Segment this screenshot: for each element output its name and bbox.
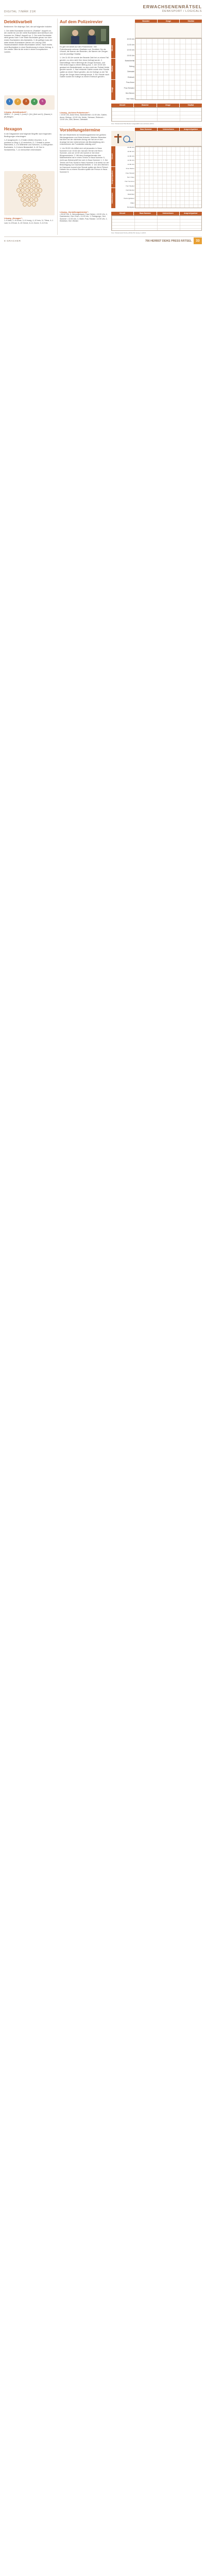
hexagon-solution (4, 217, 55, 224)
row-label: Herr Heinz (126, 97, 134, 100)
hex-cell[interactable] (29, 188, 33, 193)
hexagon-body: 1–9 ausgesucht, 2–3 Sollen (Kette) Zeuchen, 3–11 positiven in Ring 4–12 senkrecht, 5–7 Gestalt in seiner Mannsfeld, 2–1 in Millimeter und Schönen, 4–6 Bürgerlich Buchstabe, 5–9 einem Bestandteil, 6–10 See in Nordamerika, 7–11 menschlich erkennbaren (4, 139, 53, 151)
hex-cell[interactable] (21, 179, 25, 183)
row-label: Herr Berner (125, 92, 134, 95)
grid-header-straftat: Straftat (180, 20, 202, 23)
row-label: Herr Weider (126, 184, 134, 187)
vorstellung-title: Vorstellungstermine (60, 128, 100, 132)
hex-cell[interactable] (16, 188, 21, 193)
column-divider (57, 19, 58, 235)
row-label: Maler (130, 201, 134, 204)
hex-cell[interactable] (29, 179, 33, 183)
row-label: Herr Chen (127, 176, 134, 178)
hex-cell[interactable] (27, 202, 31, 207)
hex-row-7 (4, 202, 55, 207)
vorstellung-section (60, 128, 109, 223)
side-label-straftat: Straftat (111, 59, 115, 79)
hex-row-6 (4, 197, 55, 202)
row-label: Elektriker (128, 193, 134, 196)
hex-row-2 (4, 179, 55, 183)
row-label: Dachdecker (126, 189, 134, 191)
row-label: 09:00 Uhr (127, 146, 134, 148)
hexagon-intro: In die Diagramme sind folgende Begriffe nach folgenden Bedingungen einzutragen: (4, 133, 52, 138)
detektivarbeit-solution-title: Lösung „Detektivarbeit“: (4, 111, 27, 113)
vorstellung-grid (111, 128, 202, 210)
polizeirevier-result-table[interactable] (111, 107, 202, 122)
row-label: 11:00 Uhr (127, 43, 134, 46)
hex-cell[interactable] (19, 193, 23, 197)
result-header-unternehmen: Unternehmen (157, 212, 179, 215)
ball-5: 5 (39, 98, 46, 105)
footer-rule (4, 236, 202, 237)
hex-cell[interactable] (32, 202, 36, 207)
vorstellung-result-table[interactable] (111, 215, 202, 231)
hex-cell[interactable] (27, 183, 31, 188)
hexagon-solution-title: Lösung „Hexagon“: (4, 217, 23, 219)
hex-row-5 (4, 193, 55, 197)
ball-3: 3 (23, 98, 29, 105)
hex-cell[interactable] (19, 183, 23, 188)
result-header-straftat: Straftat (180, 104, 202, 107)
row-labels (116, 146, 134, 208)
polizeirevier-section (60, 20, 109, 121)
hex-cell[interactable] (34, 179, 38, 183)
hex-cell[interactable] (34, 197, 38, 202)
header-left: DIGITAL 7/MÄR 21R (4, 10, 36, 13)
detektivarbeit-body: 1. Der dritte Buchstabe kommt im „Rosilder“ doppelt vor, der zweite ist und der vierte Buchstabe sind identisch und kommen im „Rätsel“ doppelt vor. 2. Der erste Buchstabe steht genau nach 3 der letzte Buchstabe genau von dem ersten Buchstaben des Alphabets. 3. Ab geflügt muss der dritte letzten Buchstaben stehen ein Lösung 1000 Hausbuchstaben beiden Buchstaben sehen. Nach rechts nicht Buchstaben in einer Bestimmung in einem Vertrag. 4. Der zweite Silbe ist die erste in einem europäischen Landes. (4, 29, 54, 53)
header-subtitle: DENKSPORT / LOGICALS (162, 10, 202, 13)
logic-grid-cells[interactable] (135, 38, 202, 100)
hex-cell[interactable] (32, 193, 36, 197)
footer-right: 766 HERBST DEIKE PRESS RÄTSEL (145, 240, 192, 243)
vorstellung-solution-title: Lösung „Vorstellungstermine“: (60, 211, 89, 213)
header-title: ERWACHSENENRÄTSEL (143, 4, 202, 9)
hex-row-1 (4, 174, 55, 179)
detektivarbeit-solution (4, 111, 55, 118)
hex-cell[interactable] (25, 188, 29, 193)
polizeirevier-body: Es gibt viel Arbeit auf dem Polizeirevier. Vier Polizeibeamte nehmen Straftaten auf. Ermitteln Sie die Uhrzeit, die Namen der Beamten, die Namen der Zeugen und die jeweilige Straftat. (60, 46, 108, 55)
side-label-uhrzeit: Uhrzeit (111, 38, 115, 58)
side-label-uhrzeit: Uhrzeit (111, 146, 115, 166)
logic-grid-cells[interactable] (135, 146, 202, 208)
polizeirevier-caption: Foto: Shutterstock/ Rita Becker/ ausgewählt/ Lars Lehmann (2017) (111, 123, 154, 125)
column-labels-area (135, 23, 202, 38)
row-label: 13:00 Uhr (127, 163, 134, 166)
hex-cell[interactable] (23, 193, 27, 197)
side-label-zeuge: Zeuge (111, 80, 115, 100)
hex-cell[interactable] (21, 188, 25, 193)
ball-4: 4 (31, 98, 38, 105)
hex-cell[interactable]: 3 (32, 174, 36, 179)
polizeirevier-grid (111, 20, 202, 102)
hex-cell[interactable] (23, 183, 27, 188)
grid-header-unternehmen: Unternehmen (158, 128, 180, 131)
detektivarbeit-solution-text: NEBEL – 1. (rund) 2. (rund) 3. (Nr.) (fünf und 0). (Nauen) 4. (B) Belgien (4, 113, 53, 118)
row-label: 12:00 Uhr (127, 159, 134, 161)
row-label: 13:00 Uhr (127, 54, 134, 57)
detektivarbeit-intro: Bestimmen Sie diejenige Zahl, die auf folgender Indizien: (4, 26, 53, 28)
polizeirevier-result-headers (111, 104, 202, 107)
hex-cell[interactable] (29, 197, 33, 202)
row-label: 12:00 Uhr (127, 49, 134, 52)
row-label: 10:00 Uhr (127, 38, 134, 40)
hexagon-solution-text: 1–9 Nest, 2–10 Anne, 3–11 Inseg, 4–12 Ines, 5–7 Bear, 4–1 Last, 6–6 Eruse, 6–10 Gesne, 8–11 Zzone, 9–11 Kris (4, 219, 54, 224)
result-header-beamter: Beamter (134, 104, 156, 107)
number-balls (6, 98, 46, 105)
side-label-ansprechpartner: Ansprechpartner (111, 167, 115, 187)
vorstellung-result-headers (111, 212, 202, 215)
hex-cell[interactable] (38, 188, 42, 193)
row-label: Betrug (129, 65, 134, 67)
row-label: Heizungsbauer (124, 197, 134, 200)
hex-cell[interactable] (21, 197, 25, 202)
result-header-zeuge: Zeuge (157, 104, 179, 107)
police-photo (60, 26, 109, 44)
side-labels (111, 38, 115, 100)
result-header-uhrzeit: Uhrzeit (111, 104, 133, 107)
row-label: Frau Schwarz (124, 87, 134, 89)
grid-header-zeuge: Zeuge (158, 20, 180, 23)
tools-illustration (111, 131, 134, 146)
detektivarbeit-section (4, 20, 55, 86)
police-photo-illustration (60, 26, 109, 44)
result-header-ansprechpartner: Ansprechpartner (180, 212, 202, 215)
polizeirevier-title: Auf dem Polizeirevier (60, 20, 103, 24)
footer-left: 8 GRACHER (4, 240, 21, 243)
row-label: Frau Hanatz (125, 172, 134, 174)
vorstellung-body: Bei vier Bewerberin ist Vorstellungstermine bei größten Werbeagenturen und Hotel Autoren. Welcher Bewerber hat führt bei der nächsten Anzug wie hat um er dort Anzeige bei den Unternehmen die Bürdestellung den Unternehmen die Fundstellen ständig und? (60, 134, 107, 146)
grid-header-hausnummer: Haus Nummer (135, 128, 157, 131)
row-label: Einbruch (127, 76, 134, 78)
detektivarbeit-title: Detektivarbeit (4, 20, 32, 24)
detektivarbeit-puzzle (4, 95, 55, 110)
polizeirevier-clues: 1. Um 11:00 Uhr wurde der Beamte Zahl bei zu einem Fall gerufen, zu dem nicht Herr Amon befragt wurde. 2. Nachmittags: Herrn Behringt die Zeugin Schwarz, und Herr Anton sagt zu einem Betrug aus. 3. Um 10:00 Uhr gestand ein Bankdiebstahl, zu dem nicht der Polizist Heide gerufen wurde. 4. Hart erkannte Gabler wurde eine Stunde später an einem Tatort gerufen, als ein Kollege zu der Tat Zeuge die Zeugin Heinz befragt wurde. 5. Ein Stunde nach Gabler wurde ein Kollege zu einem Einbruch gerufen. (60, 57, 109, 78)
row-label: Banküberfall (125, 60, 134, 62)
grid-header-ansprechpartner: Ansprechpartner (180, 128, 202, 131)
hex-cell[interactable] (36, 183, 40, 188)
row-label: Herr Sommer (125, 180, 134, 183)
hex-cell[interactable] (34, 188, 38, 193)
vorstellung-caption: Foto: Shutterstock/ Dmitry (2013)/ 84/ Jessey 1 (2017) (111, 232, 146, 234)
row-labels (116, 38, 134, 100)
polizeirevier-solution-text: • 10:00 Uhr, Alois Heinz, Banküberfall • 11:00 Uhr, Gabler, Amon, Betrug • 12:00 Uhr, Heide, Schwarz, Einbruch • 13:00 Uhr, Zahl, Berner, Diebstahl (60, 114, 107, 121)
hexagon-grid (4, 171, 55, 215)
polizeirevier-solution-title: Lösung „Auf dem Polizeirevier“: (60, 112, 90, 114)
hex-cell[interactable] (32, 183, 36, 188)
page-number: 33 (194, 238, 202, 244)
side-label-unternehmen: Unternehmen (111, 188, 115, 208)
row-label: 11:00 Uhr (127, 155, 134, 157)
result-header-uhrzeit: Uhrzeit (111, 212, 133, 215)
hex-cell[interactable] (27, 193, 31, 197)
hexagon-title: Hexagon (4, 127, 22, 131)
grid-header-beamter: Beamter (135, 20, 157, 23)
ball-1: 1 (6, 98, 13, 105)
result-header-hausnummer: Haus Nummer (134, 212, 156, 215)
vorstellung-clues: 1. Um 09:00 Uhr trifftet sich mit jemanden in Haus Nummer 6 um 10:00 Uhr hat sein Termin mit Herrn Sommer, und um 12:00 Uhr kommt er bei einer Bürgermeisterin. 2. Mit dem Anzeigenberater des Malerbetriebs hat er einen Termin in Haus Nummer 5, nicht aus Dieberschiff ihm sich in Haus Nummer 1. 3. Der Termin mit Frau Schall in Haus Nummer 4 ist direkt vor der Besichtigung von Dachdeckerbetrieb. 4. Von den Werbern im Hannover kommt eine Stunde später als Herrn Fleisch Helsein bis zu einem Stunden später die Person in Haus Nummer 5. (60, 147, 109, 173)
row-label: Frau Amon (126, 81, 134, 84)
column-labels-area (135, 131, 202, 146)
hex-cell[interactable] (23, 202, 27, 207)
hex-cell[interactable] (36, 193, 40, 197)
header-rule (4, 15, 202, 16)
hex-cell[interactable]: 2 (27, 174, 31, 179)
vorstellung-solution-text: • 09:00 Uhr, 5, Heizungsbauer, Frau Dieber • 10:00 Uhr, 4, Dachdecker, Herr Chen • 11:00 Uhr, 1, Reinigungs, Herr Sommer • 11:00 Uhr, 3, Maler, Frau Hanatz • 12:00 Uhr, 2, Elektriker, Herr Weider (60, 213, 108, 223)
hex-cell[interactable] (25, 179, 29, 183)
tools-icon (111, 131, 134, 146)
row-label: 10:00 Uhr (127, 150, 134, 153)
hex-cell[interactable] (25, 197, 29, 202)
row-label: Diebstahl (127, 71, 134, 73)
row-label: Reinigung (127, 206, 134, 208)
section-divider (60, 126, 202, 127)
side-labels (111, 146, 115, 208)
row-label: Frau Dieber (126, 167, 134, 170)
hexagon-section (4, 127, 55, 165)
ball-2: 2 (14, 98, 21, 105)
hex-row-4 (4, 188, 55, 193)
hex-cell[interactable]: 1 (23, 174, 27, 179)
hex-row-3 (4, 183, 55, 188)
